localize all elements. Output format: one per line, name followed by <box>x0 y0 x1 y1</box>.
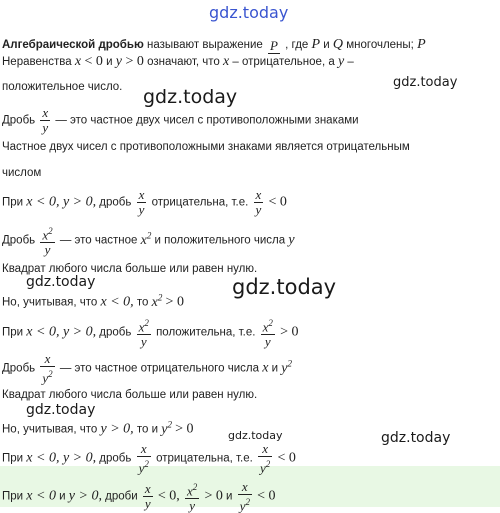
watermark-top: gdz.today <box>209 3 289 22</box>
case-line: При x < 0, y > 0, дробь $\frac{x}{y}$ отрицательна, т.е. $\frac{x}{y}$ < 0 <box>2 187 287 217</box>
text-line: числом <box>2 167 42 179</box>
text-line: положительное число. <box>2 81 123 93</box>
watermark: gdz.today <box>26 274 96 290</box>
watermark: gdz.today <box>381 430 451 446</box>
text-line: Квадрат любого числа больше или равен нулю. <box>2 389 258 401</box>
case-line: При x < 0, y > 0, дробь $\frac{x^2}{y}$ положительна, т.е. $\frac{x^2}{y}$ > 0 <box>2 318 299 350</box>
case-line: При x < 0, y > 0, дробь $\frac{x}{y^2}$ отрицательна, т.е. $\frac{x}{y^2}$ < 0 <box>2 441 296 476</box>
fraction-line: Дробь $\frac{x}{y}$ — это частное двух чисел с противоположными знаками <box>2 105 359 135</box>
condition-line: Но, учитывая, что y > 0, то и $y^2 > 0$ <box>2 419 194 437</box>
answer-line: При x < 0 и y > 0, дроби $\frac{x}{y}$ < 0, $\frac{x^2}{y}$ > 0 и $\frac{x}{y^2}$ < 0 <box>2 479 276 513</box>
inequality-line: Неравенства x < 0 и y > 0 означают, что x – отрицательное, а y – <box>2 54 354 69</box>
watermark: gdz.today <box>26 402 96 418</box>
fraction-line: Дробь $\frac{x^2}{y}$ — это частное $x^2$ и положительного числа y <box>2 226 295 258</box>
watermark: gdz.today <box>228 429 283 442</box>
watermark: gdz.today <box>232 275 337 299</box>
definition-line: Алгебраической дробью называют выражение P , где P и Q многочлены; P <box>2 38 426 60</box>
watermark: gdz.today <box>393 75 458 90</box>
fraction-line: Дробь $\frac{x}{y^2}$ — это частное отрицательного числа x и $y^2$ <box>2 351 292 386</box>
condition-line: Но, учитывая, что x < 0, то $x^2 > 0$ <box>2 292 184 310</box>
watermark: gdz.today <box>143 86 238 108</box>
text-line: Квадрат любого числа больше или равен нулю. <box>2 263 258 275</box>
text-line: Частное двух чисел с противоположными знаками является отрицательным <box>2 141 410 153</box>
